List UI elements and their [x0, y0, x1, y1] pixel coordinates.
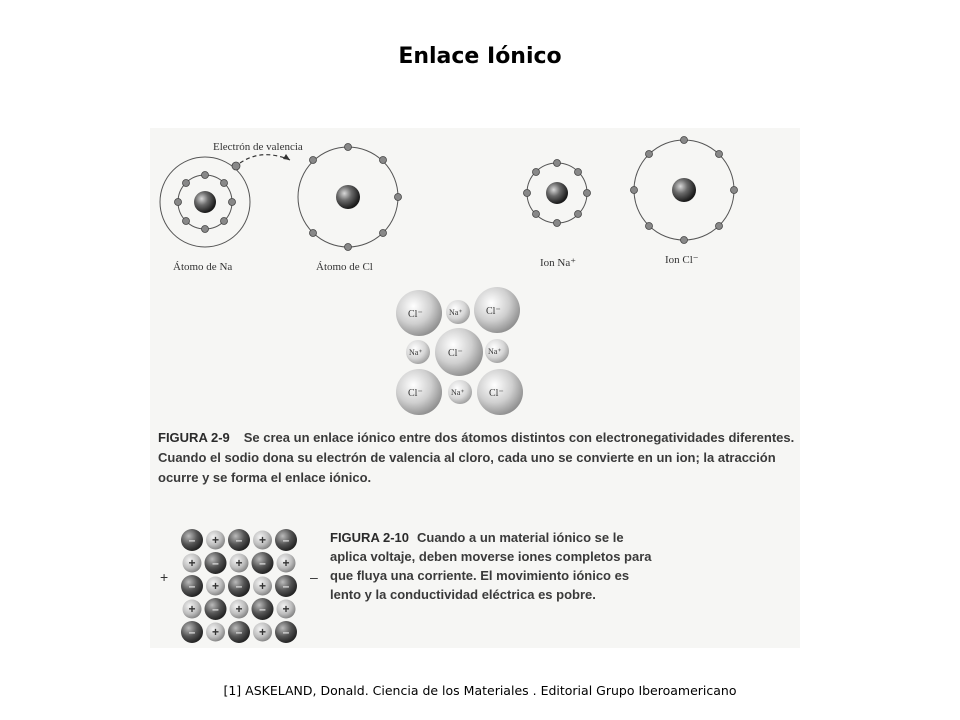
minus-sign-mark: – [282, 533, 290, 547]
plus-sign-mark: + [211, 579, 220, 593]
sodium-atom-label: Átomo de Na [173, 261, 233, 273]
cl-ion-label: Cl⁻ [486, 306, 501, 317]
plus-sign-mark: + [258, 579, 267, 593]
minus-sign-mark: – [188, 625, 196, 639]
minus-sign-mark: – [212, 556, 219, 570]
minus-sign-mark: – [259, 556, 266, 570]
minus-sign-mark: – [188, 533, 196, 547]
minus-sign-mark: – [259, 602, 266, 616]
plus-sign-mark: + [188, 602, 196, 616]
ionic-lattice-diagram [160, 529, 318, 643]
minus-sign-mark: – [282, 579, 290, 593]
plus-sign-mark: + [235, 602, 243, 616]
minus-sign-mark: – [235, 533, 243, 547]
sodium-ion-label: Ion Na⁺ [540, 257, 577, 269]
minus-sign-mark: – [188, 579, 196, 593]
cl-ion-label: Cl⁻ [408, 309, 423, 320]
na-ion-label: Na⁺ [451, 388, 465, 397]
figure-2-10-number: FIGURA 2-10 [330, 530, 409, 545]
na-ion-label: Na⁺ [488, 347, 502, 356]
plus-sign-mark: + [258, 533, 267, 547]
figure-2-9-text: Se crea un enlace iónico entre dos átomos distintos con electronegatividades diferentes. Cuando el sodio dona su electrón de valencia al cloro, cada uno se convierte en un ion; la atracción ocurre y se forma el enlace iónico. [158, 430, 795, 485]
chlorine-ion-diagram [631, 137, 738, 244]
na-ion-label: Na⁺ [409, 348, 423, 357]
minus-sign-mark: – [235, 625, 243, 639]
sodium-ion-diagram [524, 160, 591, 227]
plus-sign-mark: + [188, 556, 196, 570]
na-ion-label: Na⁺ [449, 308, 463, 317]
sodium-atom-diagram [160, 157, 250, 247]
plus-sign-mark: + [211, 533, 220, 547]
cl-ion-label: Cl⁻ [489, 388, 504, 399]
negative-electrode-sign: – [310, 569, 318, 585]
electron-transfer-arrow [240, 155, 290, 163]
figure-2-9-caption [158, 428, 798, 488]
slide-title: Enlace Iónico [398, 44, 562, 69]
figure-2-10-caption [330, 528, 660, 604]
plus-sign-mark: + [282, 556, 290, 570]
plus-sign-mark: + [282, 602, 290, 616]
plus-sign-mark: + [258, 625, 267, 639]
cl-ion-label: Cl⁻ [408, 388, 423, 399]
cl-ion-label: Cl⁻ [448, 348, 463, 359]
minus-sign-mark: – [212, 602, 219, 616]
chlorine-ion-label: Ion Cl⁻ [665, 254, 699, 266]
plus-sign-mark: + [211, 625, 220, 639]
valence-electron-label: Electrón de valencia [213, 141, 303, 153]
minus-sign-mark: – [282, 625, 290, 639]
minus-sign-mark: – [235, 579, 243, 593]
chlorine-atom-diagram [298, 144, 402, 251]
plus-sign-mark: + [235, 556, 243, 570]
reference-footnote: [1] ASKELAND, Donald. Ciencia de los Materiales . Editorial Grupo Iberoamericano [223, 683, 737, 698]
chlorine-atom-label: Átomo de Cl [316, 261, 373, 273]
positive-electrode-sign: + [160, 569, 169, 585]
figure-2-9-number: FIGURA 2-9 [158, 430, 230, 445]
figure-2-10-text: Cuando a un material iónico se le aplica voltaje, deben moverse iones completos para que fluya una corriente. El movimiento iónico es lento y la conductividad eléctrica es pobre. [330, 530, 652, 602]
